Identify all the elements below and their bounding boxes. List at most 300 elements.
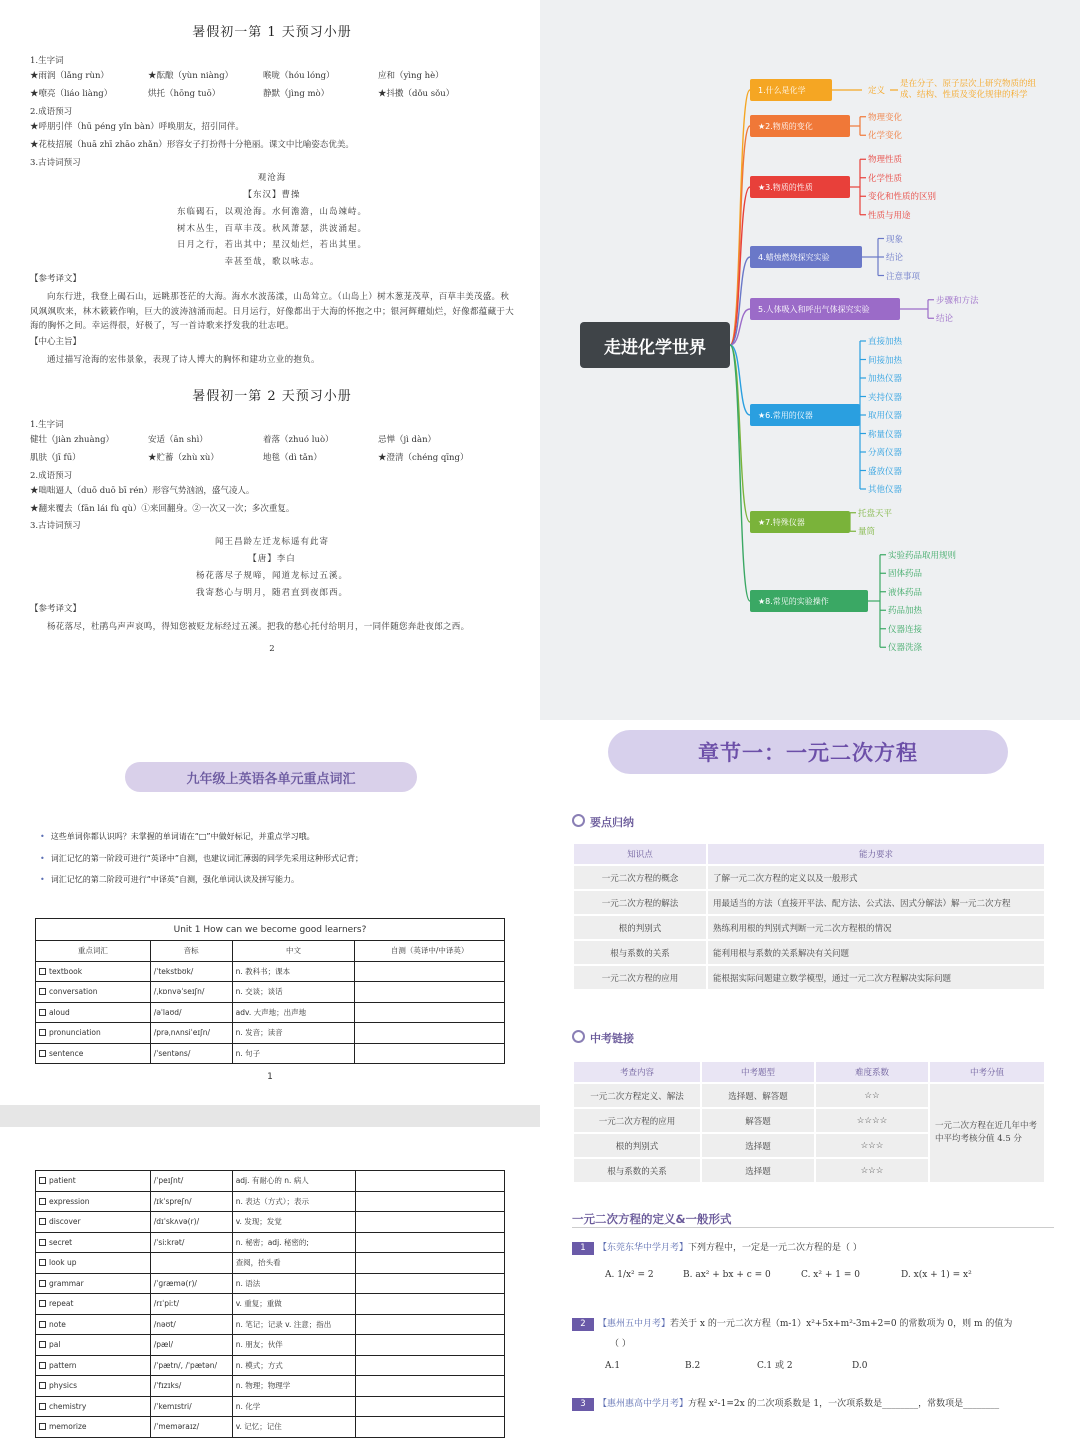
mind-map-leaf: 物理性质 xyxy=(868,155,903,166)
vocab-item: ★澄清（chéng qīng） xyxy=(378,453,469,464)
vocab-meaning: adj. 有耐心的 n. 病人 xyxy=(235,1176,309,1186)
instruction-list xyxy=(40,826,363,891)
vocab-word-cell xyxy=(36,1335,151,1356)
exam-content-cell: 根的判别式 xyxy=(574,1134,700,1157)
vocab-item: 健壮（jiàn zhuàng） xyxy=(30,434,115,445)
vocab-row xyxy=(36,1396,505,1417)
ability-cell: 了解一元二次方程的定义以及一般形式 xyxy=(708,866,1044,889)
option: C. x² + 1 = 0 xyxy=(801,1270,860,1280)
col-header: 中文 xyxy=(232,941,355,962)
vocab-phonetic-cell xyxy=(150,961,232,982)
col-header: 中考分值 xyxy=(930,1062,1044,1082)
branch-connector xyxy=(730,345,750,522)
mind-map-leaf: 其他仪器 xyxy=(868,485,903,495)
mind-map-leaf: 直接加热 xyxy=(868,337,903,347)
vocab-meaning: n. 笔记；记录 v. 注意；指出 xyxy=(235,1319,332,1329)
question-2-answer-paren: （ ） xyxy=(610,1339,631,1349)
vocab-meaning-cell xyxy=(232,1294,355,1315)
vocab-phonetic: /dɪˈskʌvə(r)/ xyxy=(153,1217,200,1227)
question-3 xyxy=(572,1396,999,1411)
col-header: 知识点 xyxy=(574,844,706,864)
col-header: 难度系数 xyxy=(816,1062,928,1082)
checkbox-icon[interactable] xyxy=(39,1403,46,1410)
vocab-meaning-cell xyxy=(232,1043,355,1064)
difficulty-cell: ☆☆☆ xyxy=(816,1159,928,1182)
vocab-word: conversation xyxy=(49,987,98,997)
checkbox-icon[interactable] xyxy=(39,968,46,975)
average-score-cell: 一元二次方程在近几年中考中平均考核分值 4.5 分 xyxy=(930,1084,1044,1182)
key-points-table xyxy=(572,842,1046,991)
mind-map-leaf: 托盘天平 xyxy=(858,508,893,519)
day2-poem-heading: 3.古诗词预习 xyxy=(30,521,81,532)
checkbox-icon[interactable] xyxy=(39,1362,46,1369)
vocab-item: 着落（zhuó luò） xyxy=(263,434,334,445)
exam-content-cell: 根与系数的关系 xyxy=(574,1159,700,1182)
mind-map-leaf: 注意事项 xyxy=(886,271,921,282)
mind-map-leaf: 取用仪器 xyxy=(868,411,903,421)
vocab-meaning-cell xyxy=(232,1232,355,1253)
vocab-meaning-cell xyxy=(232,1273,355,1294)
vocab-phonetic-cell xyxy=(150,1253,232,1274)
vocab-row xyxy=(36,1294,505,1315)
knowledge-point-cell: 根的判别式 xyxy=(574,916,706,939)
vocab-meaning: n. 教科书；课本 xyxy=(235,966,291,976)
vocab-row xyxy=(36,1171,505,1192)
mind-map-leaf: 仪器洗涤 xyxy=(888,643,923,654)
vocab-meaning-cell xyxy=(232,961,355,982)
page-divider xyxy=(0,1105,540,1127)
checkbox-icon[interactable] xyxy=(39,1300,46,1307)
chemistry-mind-map xyxy=(540,0,1080,720)
col-header: 重点词汇 xyxy=(36,941,151,962)
vocab-phonetic: /ˈpætn/, /ˈpætən/ xyxy=(153,1360,218,1370)
checkbox-icon[interactable] xyxy=(39,1382,46,1389)
vocab-item: ★抖擞（dǒu sǒu） xyxy=(378,89,455,100)
option: A.1 xyxy=(605,1361,621,1371)
option: B.2 xyxy=(685,1361,701,1371)
mind-map-leaf: 药品加热 xyxy=(888,606,923,617)
checkbox-icon[interactable] xyxy=(39,1280,46,1287)
mind-map-leaf: 盛放仪器 xyxy=(868,466,903,477)
vocab-word-cell xyxy=(36,1171,151,1192)
checkbox-icon[interactable] xyxy=(39,1423,46,1430)
ref-text: 杨花落尽，杜鹃鸟声声哀鸣，得知您被贬龙标经过五溪。把我的愁心托付给明月，一同伴随您奔赴夜郎之西。 xyxy=(47,622,470,633)
vocab-meaning: adv. 大声地；出声地 xyxy=(235,1007,307,1017)
vocab-word-cell xyxy=(36,1396,151,1417)
mind-map-branch: 5.人体吸入和呼出气体探究实验 xyxy=(750,298,900,320)
self-test-cell[interactable] xyxy=(355,1335,504,1356)
self-test-cell[interactable] xyxy=(355,982,505,1003)
idiom-item: ★咄咄逼人（duō duō bī rén）形容气势汹汹，盛气凌人。 xyxy=(30,485,255,496)
vocab-row xyxy=(36,1376,505,1397)
vocab-word-cell xyxy=(36,1376,151,1397)
mind-map-leaf: 量筒 xyxy=(858,527,876,538)
mind-map-root: 走进化学世界 xyxy=(580,322,730,368)
mind-map-leaf: 固体药品 xyxy=(888,569,923,580)
vocab-phonetic-cell xyxy=(150,1273,232,1294)
vocab-row xyxy=(36,961,505,982)
poem-author: 【东汉】曹操 xyxy=(243,190,301,201)
poem-line: 东临碣石，以观沧海。水何澹澹，山岛竦峙。 xyxy=(176,206,367,217)
vocab-phonetic: /ˌkɒnvəˈseɪʃn/ xyxy=(153,987,205,997)
mind-map-branch: 4.蜡烛燃烧探究实验 xyxy=(750,246,862,268)
self-test-cell[interactable] xyxy=(355,1253,504,1274)
vocab-phonetic-cell xyxy=(150,1376,232,1397)
mind-map-leaf: 加热仪器 xyxy=(868,374,903,384)
vocab-phonetic: /ˈɡræmə(r)/ xyxy=(153,1278,197,1288)
vocab-phonetic: /əˈlaʊd/ xyxy=(153,1007,182,1017)
poem-line: 日月之行，若出其中；星汉灿烂，若出其里。 xyxy=(176,240,367,251)
vocab-meaning-cell xyxy=(232,1335,355,1356)
vocab-meaning-cell xyxy=(232,1253,355,1274)
branch-connector xyxy=(730,345,750,415)
question-text: 方程 x²-1=2x 的二次项系数是 1，一次项系数是________，常数项是________ xyxy=(688,1399,1000,1409)
self-test-cell[interactable] xyxy=(355,1417,504,1438)
vocab-word-cell xyxy=(36,1043,151,1064)
ability-cell: 用最适当的方法（直接开平法、配方法、公式法、因式分解法）解一元二次方程 xyxy=(708,891,1044,914)
question-number: 1 xyxy=(572,1242,594,1255)
question-text: 若关于 x 的一元二次方程（m-1）x²+5x+m²-3m+2=0 的常数项为 0，则 m 的值为 xyxy=(670,1319,1013,1329)
poem-line: 幸甚至哉，歌以咏志。 xyxy=(224,257,320,268)
knowledge-point-cell: 一元二次方程的解法 xyxy=(574,891,706,914)
self-test-cell[interactable] xyxy=(355,1232,504,1253)
vocab-word-cell xyxy=(36,1002,151,1023)
vocab-meaning-cell xyxy=(232,1023,355,1044)
col-header: 音标 xyxy=(150,941,232,962)
mind-map-leaf: 性质与用途 xyxy=(868,210,911,221)
vocab-item: ★酝酿（yùn niàng） xyxy=(148,70,234,81)
knowledge-point-cell: 根与系数的关系 xyxy=(574,941,706,964)
mind-map-leaf: 物理变化 xyxy=(868,112,903,123)
poem-author: 【唐】李白 xyxy=(248,553,296,564)
checkbox-icon[interactable] xyxy=(39,1009,46,1016)
vocab-word-cell xyxy=(36,1294,151,1315)
mind-map-leaf: 间接加热 xyxy=(868,355,903,366)
vocab-meaning: v. 记忆；记住 xyxy=(235,1422,282,1432)
vocab-row xyxy=(36,1335,505,1356)
checkbox-icon[interactable] xyxy=(39,1321,46,1328)
exam-link-table xyxy=(572,1060,1046,1184)
self-test-cell[interactable] xyxy=(355,1355,504,1376)
vocab-meaning: n. 模式；方式 xyxy=(235,1360,283,1370)
vocab-item: ★嘹亮（liáo liàng） xyxy=(30,89,113,100)
vocab-phonetic: /ˈfɪzɪks/ xyxy=(153,1381,182,1391)
mind-map-branch: ★7.特殊仪器 xyxy=(750,511,850,533)
vocab-word: aloud xyxy=(49,1007,70,1017)
day1-vocab-grid xyxy=(30,72,514,101)
vocab-item: 忌惮（jì dàn） xyxy=(378,434,437,445)
vocab-word: grammar xyxy=(49,1278,84,1288)
day1-title: 暑假初一第 1 天预习小册 xyxy=(192,25,352,40)
vocab-row xyxy=(36,1232,505,1253)
vocab-meaning: n. 交谈；谈话 xyxy=(235,987,283,997)
vocab-phonetic: /ˈkemɪstri/ xyxy=(153,1401,192,1411)
mind-map-branch: 1.什么是化学 xyxy=(750,79,832,101)
question-type-cell: 解答题 xyxy=(702,1109,814,1132)
exam-content-cell: 一元二次方程定义、解法 xyxy=(574,1084,700,1107)
vocab-phonetic-cell xyxy=(150,1232,232,1253)
vocab-word-cell xyxy=(36,1417,151,1438)
vocab-word-cell xyxy=(36,1253,151,1274)
day1-vocab-heading: 1.生字词 xyxy=(30,55,64,66)
theme-text: 通过描写沧海的宏伟景象，表现了诗人博大的胸怀和建功立业的抱负。 xyxy=(47,355,320,366)
ref-label: 【参考译文】 xyxy=(30,273,82,284)
self-test-cell[interactable] xyxy=(355,1396,504,1417)
day2-vocab-heading: 1.生字词 xyxy=(30,419,64,430)
mind-map-leaf: 步骤和方法 xyxy=(936,295,979,306)
instruction-item: • 词汇记忆的第一阶段可进行“英译中”自测，也建议词汇薄弱的同学先采用这种形式记背； xyxy=(40,848,363,870)
vocab-word-cell xyxy=(36,1273,151,1294)
vocab-phonetic-cell xyxy=(150,1355,232,1376)
vocab-phonetic: /ˈsentəns/ xyxy=(153,1048,191,1058)
difficulty-cell: ☆☆☆ xyxy=(816,1134,928,1157)
self-test-cell[interactable] xyxy=(355,1171,504,1192)
self-test-cell[interactable] xyxy=(355,1002,505,1023)
self-test-cell[interactable] xyxy=(355,1191,504,1212)
knowledge-point-cell: 一元二次方程的应用 xyxy=(574,966,706,989)
vocab-meaning: v. 重复；重做 xyxy=(235,1299,282,1309)
topic-heading: 一元二次方程的定义&一般形式 xyxy=(572,1212,732,1226)
preview-booklet-page xyxy=(0,0,540,720)
vocab-word: pronunciation xyxy=(49,1028,101,1038)
exam-link-row xyxy=(574,1084,1044,1107)
vocab-table-unit1 xyxy=(35,918,505,1064)
vocab-phonetic: /ˈsiːkrət/ xyxy=(153,1237,185,1247)
vocab-row xyxy=(36,982,505,1003)
checkbox-icon[interactable] xyxy=(39,1029,46,1036)
self-test-cell[interactable] xyxy=(355,1273,504,1294)
vocab-meaning-cell xyxy=(232,1002,355,1023)
option: D.0 xyxy=(852,1361,868,1371)
vocab-word-cell xyxy=(36,1191,151,1212)
vocab-word-cell xyxy=(36,961,151,982)
question-source: 【惠州惠高中学月考】 xyxy=(598,1399,689,1409)
vocab-word-cell xyxy=(36,1314,151,1335)
vocab-word: discover xyxy=(49,1217,81,1227)
vocab-word: note xyxy=(49,1319,66,1329)
col-header: 自测（英译中/中译英） xyxy=(355,941,505,962)
ability-cell: 熟练利用根的判别式判断一元二次方程根的情况 xyxy=(708,916,1044,939)
key-point-row xyxy=(574,891,1044,914)
vocab-item: ★雨润（lǎng rùn） xyxy=(30,70,109,81)
vocab-meaning: n. 句子 xyxy=(235,1048,261,1058)
self-test-cell[interactable] xyxy=(355,1376,504,1397)
vocab-meaning: n. 发音；读音 xyxy=(235,1028,283,1038)
question-number: 3 xyxy=(572,1398,594,1411)
vocab-word: sentence xyxy=(49,1048,84,1058)
vocab-phonetic-cell xyxy=(150,1212,232,1233)
vocab-row xyxy=(36,1314,505,1335)
vocab-word: physics xyxy=(49,1381,77,1391)
vocab-table-continued xyxy=(35,1170,505,1438)
question-number: 2 xyxy=(572,1318,594,1331)
mind-map-leaf: 仪器连接 xyxy=(888,624,923,635)
ability-cell: 能利用根与系数的关系解决有关问题 xyxy=(708,941,1044,964)
vocab-phonetic-cell xyxy=(150,1396,232,1417)
vocab-row xyxy=(36,1002,505,1023)
knowledge-point-cell: 一元二次方程的概念 xyxy=(574,866,706,889)
poem-title: 观沧海 xyxy=(257,173,287,184)
vocab-meaning: v. 发现；发觉 xyxy=(235,1217,282,1227)
vocab-phonetic-cell xyxy=(150,982,232,1003)
poem-title: 闻王昌龄左迁龙标遥有此寄 xyxy=(214,537,329,548)
key-point-row xyxy=(574,966,1044,989)
idiom-item: ★呼朋引伴（hū péng yǐn bàn）呼唤朋友，招引同伴。 xyxy=(30,122,244,132)
vocab-row xyxy=(36,1043,505,1064)
vocab-row xyxy=(36,1253,505,1274)
topic-rule xyxy=(572,1227,1054,1228)
vocab-page-title: 九年级上英语各单元重点词汇 xyxy=(125,762,417,792)
difficulty-cell: ☆☆ xyxy=(816,1084,928,1107)
page-number: 1 xyxy=(267,1072,273,1082)
self-test-cell[interactable] xyxy=(355,1043,505,1064)
key-point-row xyxy=(574,941,1044,964)
instruction-item: • 这些单词你都认识吗？未掌握的单词请在“□”中做好标记，并重点学习哦。 xyxy=(40,826,363,848)
mind-map-leaf: 结论 xyxy=(886,253,904,263)
vocab-meaning: 查阅，抬头看 xyxy=(235,1258,281,1268)
vocab-row xyxy=(36,1212,505,1233)
mind-map-leaf: 结论 xyxy=(936,314,954,325)
mind-map-leaf: 化学性质 xyxy=(868,173,903,184)
checkbox-icon[interactable] xyxy=(39,1050,46,1057)
question-source: 【惠州五中月考】 xyxy=(598,1319,671,1329)
vocab-word: memorize xyxy=(49,1422,87,1432)
day2-vocab-grid xyxy=(30,436,514,465)
vocab-word-cell xyxy=(36,1232,151,1253)
checkbox-icon[interactable] xyxy=(39,1177,46,1184)
mind-map-leaf: 化学变化 xyxy=(868,131,903,142)
vocab-row xyxy=(36,1355,505,1376)
vocab-phonetic: /ˈpeɪʃnt/ xyxy=(153,1176,184,1186)
checkbox-icon[interactable] xyxy=(39,1239,46,1246)
vocab-phonetic: /rɪˈpiːt/ xyxy=(153,1299,180,1309)
vocab-item: ★贮蓄（zhù xù） xyxy=(148,453,219,464)
vocab-phonetic-cell xyxy=(150,1417,232,1438)
vocab-phonetic: /pæl/ xyxy=(153,1340,174,1350)
vocab-phonetic: /nəʊt/ xyxy=(153,1319,176,1329)
self-test-cell[interactable] xyxy=(355,1294,504,1315)
key-point-row xyxy=(574,916,1044,939)
english-vocab-page xyxy=(0,720,540,1440)
option: A. 1/x² = 2 xyxy=(605,1270,654,1280)
mind-map-leaf: 夹持仪器 xyxy=(868,392,903,403)
exam-content-cell: 一元二次方程的应用 xyxy=(574,1109,700,1132)
vocab-word: patient xyxy=(49,1176,76,1186)
mind-map-branch: ★2.物质的变化 xyxy=(750,115,850,137)
vocab-row xyxy=(36,1191,505,1212)
vocab-meaning-cell xyxy=(232,1314,355,1335)
vocab-phonetic-cell xyxy=(150,1314,232,1335)
vocab-word: repeat xyxy=(49,1299,74,1309)
question-1 xyxy=(572,1240,862,1255)
vocab-meaning: n. 物理；物理学 xyxy=(235,1381,291,1391)
checkbox-icon[interactable] xyxy=(39,1259,46,1266)
vocab-word: expression xyxy=(49,1196,90,1206)
vocab-word-cell xyxy=(36,1023,151,1044)
ref-text: 向东行进，我登上碣石山，远眺那苍茫的大海。海水水波荡漾，山岛耸立。（山岛上）树木葱茏茂草，百草丰美茂盛。秋风飒飒吹来，林木簌簌作响，巨大的波涛汹涌而起。日月运行，好像都出于大海的怀抱之中；银河辉耀灿烂，好像都蕴藏于大海的胸怀之间。幸运得很，好极了，写一首诗歌来抒发我的壮志吧。 xyxy=(30,291,515,332)
ability-cell: 能根据实际问题建立数学模型，通过一元二次方程解决实际问题 xyxy=(708,966,1044,989)
vocab-item: 静默（jìng mò） xyxy=(263,89,330,100)
option: B. ax² + bx + c = 0 xyxy=(683,1270,771,1280)
day2-idiom-heading: 2.成语预习 xyxy=(30,471,73,482)
unit-title: Unit 1 How can we become good learners? xyxy=(36,919,505,941)
difficulty-cell: ☆☆☆☆ xyxy=(816,1109,928,1132)
vocab-meaning-cell xyxy=(232,1171,355,1192)
vocab-meaning-cell xyxy=(232,1417,355,1438)
vocab-item: 地毯（dì tǎn） xyxy=(263,453,322,464)
vocab-phonetic-cell xyxy=(150,1023,232,1044)
vocab-meaning-cell xyxy=(232,1396,355,1417)
question-type-cell: 选择题 xyxy=(702,1134,814,1157)
vocab-phonetic: /ˈmeməraɪz/ xyxy=(153,1422,200,1432)
vocab-meaning: n. 化学 xyxy=(235,1401,261,1411)
mind-map-leaf: 称量仪器 xyxy=(868,429,903,440)
vocab-item: 肌肤（jī fū） xyxy=(30,453,81,464)
vocab-word: pal xyxy=(49,1340,61,1350)
vocab-phonetic-cell xyxy=(150,1294,232,1315)
question-text: 下列方程中，一定是一元二次方程的是（ ） xyxy=(688,1243,862,1253)
vocab-word: textbook xyxy=(49,966,83,976)
poem-line: 我寄愁心与明月，随君直到夜郎西。 xyxy=(195,587,348,598)
mind-map-leaf: 液体药品 xyxy=(888,587,923,598)
checkbox-icon[interactable] xyxy=(39,988,46,995)
vocab-row xyxy=(36,1023,505,1044)
mind-map-branch: ★6.常用的仪器 xyxy=(750,404,860,426)
theme-label: 【中心主旨】 xyxy=(30,337,82,348)
vocab-phonetic-cell xyxy=(150,1043,232,1064)
vocab-word: pattern xyxy=(49,1360,77,1370)
vocab-meaning: n. 朋友；伙伴 xyxy=(235,1340,283,1350)
self-test-cell[interactable] xyxy=(355,1314,504,1335)
mind-map-leaf: 现象 xyxy=(886,234,904,245)
day1-poem-heading: 3.古诗词预习 xyxy=(30,157,81,168)
vocab-item: 安适（ān shì） xyxy=(148,434,208,445)
mind-map-leaf: 分离仪器 xyxy=(868,448,903,458)
branch-connector xyxy=(730,126,750,345)
mind-map-leaf: 定义 xyxy=(868,86,886,96)
mind-map-leaf: 变化和性质的区别 xyxy=(868,192,937,203)
vocab-phonetic-cell xyxy=(150,1002,232,1023)
mind-map-leaf: 实验药品取用规则 xyxy=(888,550,957,561)
vocab-meaning-cell xyxy=(232,982,355,1003)
idiom-item: ★翻来覆去（fān lái fù qù）①来回翻身。②一次又一次；多次重复。 xyxy=(30,503,295,514)
col-header: 能力要求 xyxy=(708,844,1044,864)
checkbox-icon[interactable] xyxy=(39,1218,46,1225)
vocab-phonetic-cell xyxy=(150,1335,232,1356)
checkbox-icon[interactable] xyxy=(39,1341,46,1348)
vocab-item: 喉咙（hóu lóng） xyxy=(263,70,335,81)
option: C.1 或 2 xyxy=(757,1361,793,1371)
poem-line: 树木丛生，百草丰茂。秋风萧瑟，洪波涌起。 xyxy=(176,223,367,234)
vocab-word-cell xyxy=(36,1212,151,1233)
question-type-cell: 选择题、解答题 xyxy=(702,1084,814,1107)
vocab-item: 应和（yìng hè） xyxy=(378,70,444,81)
question-source: 【东莞东华中学月考】 xyxy=(598,1243,689,1253)
col-header: 考查内容 xyxy=(574,1062,700,1082)
vocab-meaning-cell xyxy=(232,1376,355,1397)
self-test-cell[interactable] xyxy=(355,1023,505,1044)
self-test-cell[interactable] xyxy=(355,961,505,982)
vocab-phonetic: /prəˌnʌnsiˈeɪʃn/ xyxy=(153,1028,210,1038)
option: D. x(x + 1) = x² xyxy=(901,1270,972,1280)
section-heading-exam-links: 中考链接 xyxy=(572,1030,634,1046)
idiom-item: ★花枝招展（huā zhī zhāo zhǎn）形容女子打扮得十分艳丽。课文中比喻姿态优美。 xyxy=(30,139,354,150)
checkbox-icon[interactable] xyxy=(39,1198,46,1205)
self-test-cell[interactable] xyxy=(355,1212,504,1233)
vocab-word: look up xyxy=(49,1258,77,1268)
vocab-phonetic-cell xyxy=(150,1191,232,1212)
vocab-word: secret xyxy=(49,1237,73,1247)
